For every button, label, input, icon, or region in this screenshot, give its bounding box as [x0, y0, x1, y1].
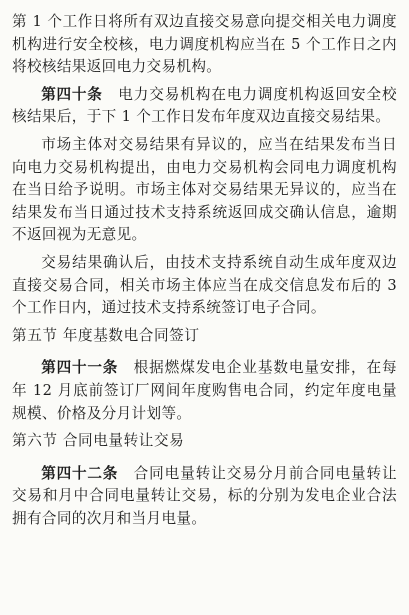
article-42 — [12, 463, 397, 531]
section-heading-5: 第五节 年度基数电合同签订 — [12, 326, 200, 344]
article-41 — [12, 357, 397, 425]
paragraph-objection: 市场主体对交易结果有异议的，应当在结果发布当日向电力交易机构提出，由电力交易机构会同电力调度机构在当日给予说明。市场主体对交易结果无异议的，应当在结果发布当日通过技术支持系统返回成交确认信息，逾期不返回视为无意见。 — [12, 135, 397, 244]
article-40-label: 第四十条 — [41, 85, 103, 103]
paragraph-continued: 第 1 个工作日将所有双边直接交易意向提交相关电力调度机构进行安全校核，电力调度机构应当在 5 个工作日之内将校核结果返回电力交易机构。 — [12, 13, 397, 76]
article-42-label: 第四十二条 — [41, 464, 119, 482]
article-41-label: 第四十一条 — [41, 359, 119, 377]
article-42-text: 合同电量转让交易分月前合同电量转让交易和月中合同电量转让交易，标的分别为发电企业合法拥有合同的次月和当月电量。 — [12, 464, 397, 527]
section-heading-6: 第六节 合同电量转让交易 — [12, 432, 185, 450]
article-40 — [12, 84, 397, 129]
article-40-text: 电力交易机构在电力调度机构返回安全校核结果后，于下 1 个工作日发布年度双边直接交易结果。 — [12, 85, 397, 126]
paragraph-contract-generation: 交易结果确认后，由技术支持系统自动生成年度双边直接交易合同，相关市场主体应当在成交信息发布后的 3 个工作日内，通过技术支持系统签订电子合同。 — [12, 253, 397, 317]
article-41-text: 根据燃煤发电企业基数电量安排，在每年 12 月底前签订厂网间年度购售电合同，约定年度电量规模、价格及分月计划等。 — [12, 359, 397, 422]
